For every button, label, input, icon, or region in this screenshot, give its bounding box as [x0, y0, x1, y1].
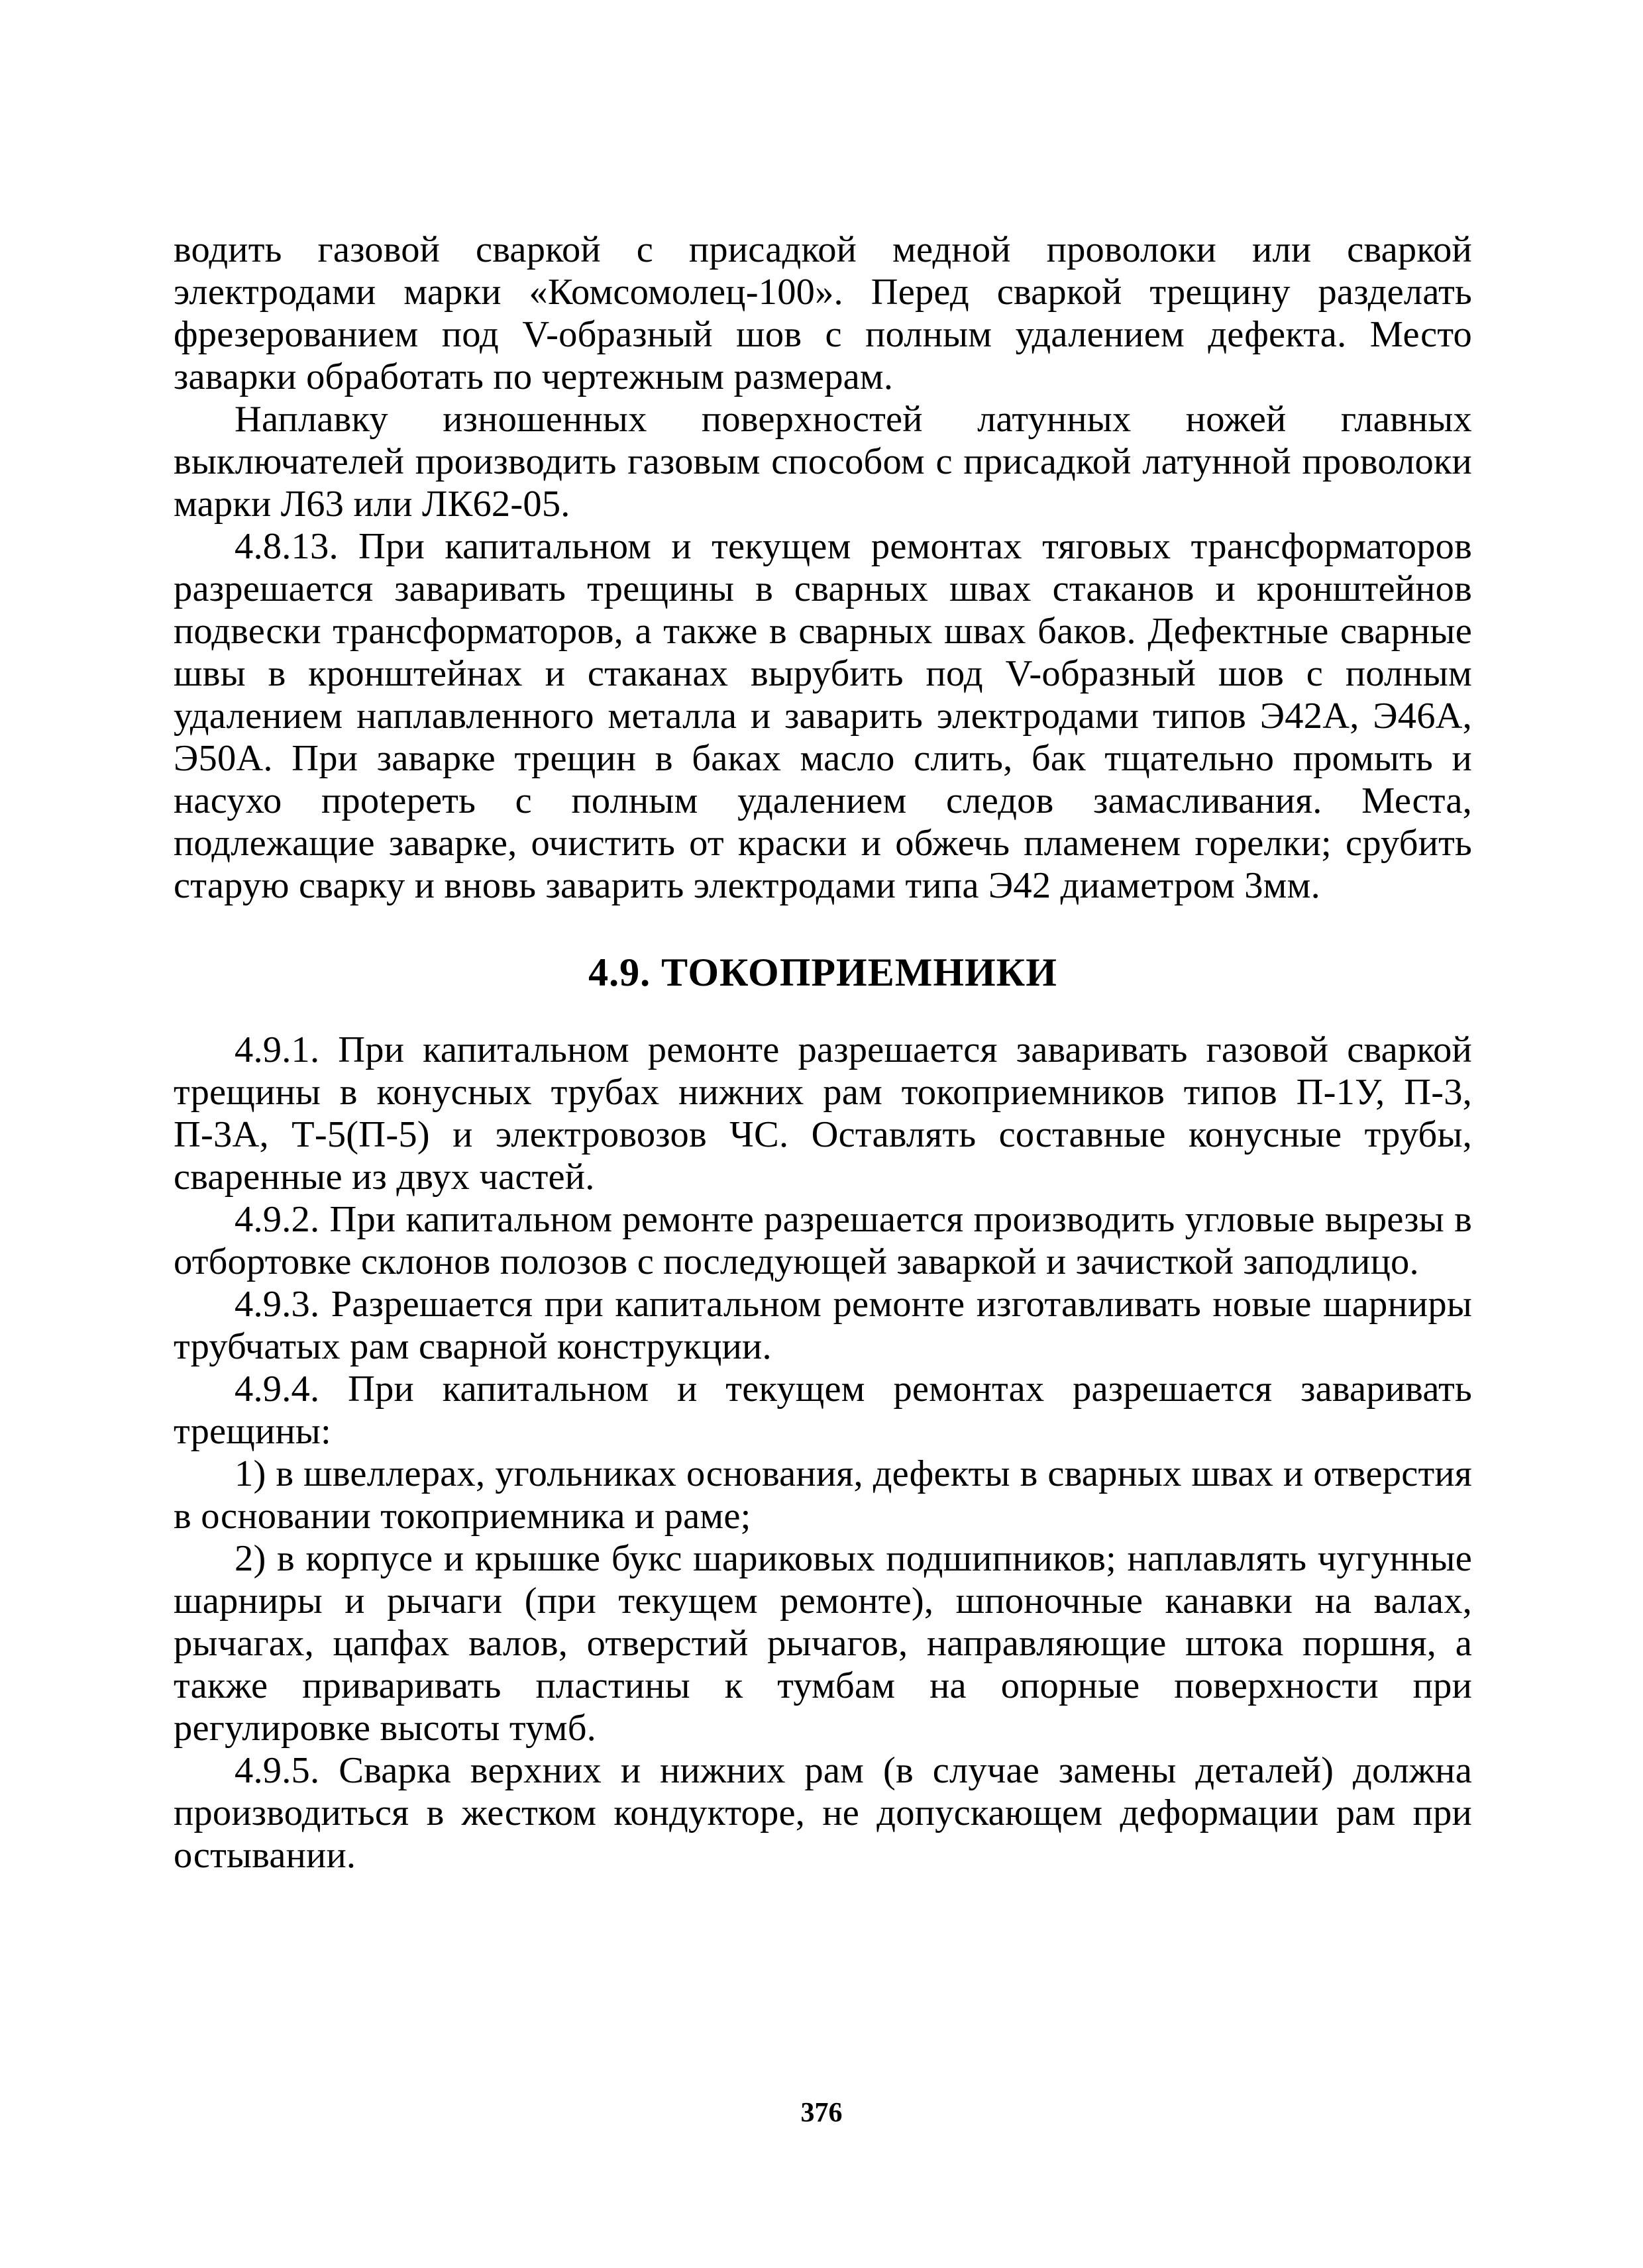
paragraph-4-9-3: 4.9.3. Разрешается при капитальном ремонте изготавливать новые шарниры трубчатых рам сварной конструкции.	[174, 1284, 1472, 1367]
paragraph-brass-knives: Наплавку изношенных поверхностей латунных ножей главных выключателей производить газовым способом с присадкой латунной проволоки марки Л63 или ЛК62-05.	[174, 399, 1472, 525]
section-heading: 4.9. ТОКОПРИЕМНИКИ	[588, 951, 1057, 994]
paragraph-4-9-4: 4.9.4. При капитальном и текущем ремонтах разрешается заваривать трещины:	[174, 1368, 1472, 1452]
page-number: 376	[800, 2098, 843, 2128]
paragraph-4-9-2: 4.9.2. При капитальном ремонте разрешается производить угловые вырезы в отбортовке склонов полозов с последующей заваркой и зачисткой заподлицо.	[174, 1199, 1472, 1282]
paragraph-4-8-13: 4.8.13. При капитальном и текущем ремонтах тяговых трансформаторов разрешается заваривать трещины в сварных швах стаканов и кронштейнов подвески трансформаторов, а также в сварных швах баков. Дефектные сварные швы в кронштейнах и стаканах вырубить под V-образный шов с полным удалением наплавленного металла и заварить электродами типов Э42А, Э46А, Э50А. При заварке трещин в баках масло слить, бак тщательно промыть и насухо прoteреть с полным удалением следов замасливания. Места, подлежащие заварке, очистить от краски и обжечь пламенем горелки; срубить старую сварку и вновь заварить электродами типа Э42 диаметром 3мм.	[174, 526, 1472, 906]
paragraph-4-9-1: 4.9.1. При капитальном ремонте разрешается заваривать газовой сваркой трещины в конусных трубах нижних рам токоприемников типов П-1У, П-3, П-3А, Т-5(П-5) и электровозов ЧС. Оставлять составные конусные трубы, сваренные из двух частей.	[174, 1029, 1472, 1198]
paragraph-continued-welding: водить газовой сваркой с присадкой медной проволоки или сваркой электродами марки «Комсомолец-100». Перед сваркой трещину разделать фрезерованием под V-образный шов с полным удалением дефекта. Место заварки обработать по чертежным размерам.	[174, 229, 1472, 397]
list-item-2: 2) в корпусе и крышке букс шариковых подшипников; наплавлять чугунные шарниры и рычаги (при текущем ремонте), шпоночные канавки на валах, рычагах, цапфах валов, отверстий рычагов, направляющие штока поршня, а также приваривать пластины к тумбам на опорные поверхности при регулировке высоты тумб.	[174, 1538, 1472, 1749]
paragraph-4-9-5: 4.9.5. Сварка верхних и нижних рам (в случае замены деталей) должна производиться в жестком кондукторе, не допускающем деформации рам при остывании.	[174, 1750, 1472, 1876]
page-body	[174, 229, 1472, 1877]
list-item-1: 1) в швеллерах, угольниках основания, дефекты в сварных швах и отверстия в основании токоприемника и раме;	[174, 1453, 1472, 1537]
